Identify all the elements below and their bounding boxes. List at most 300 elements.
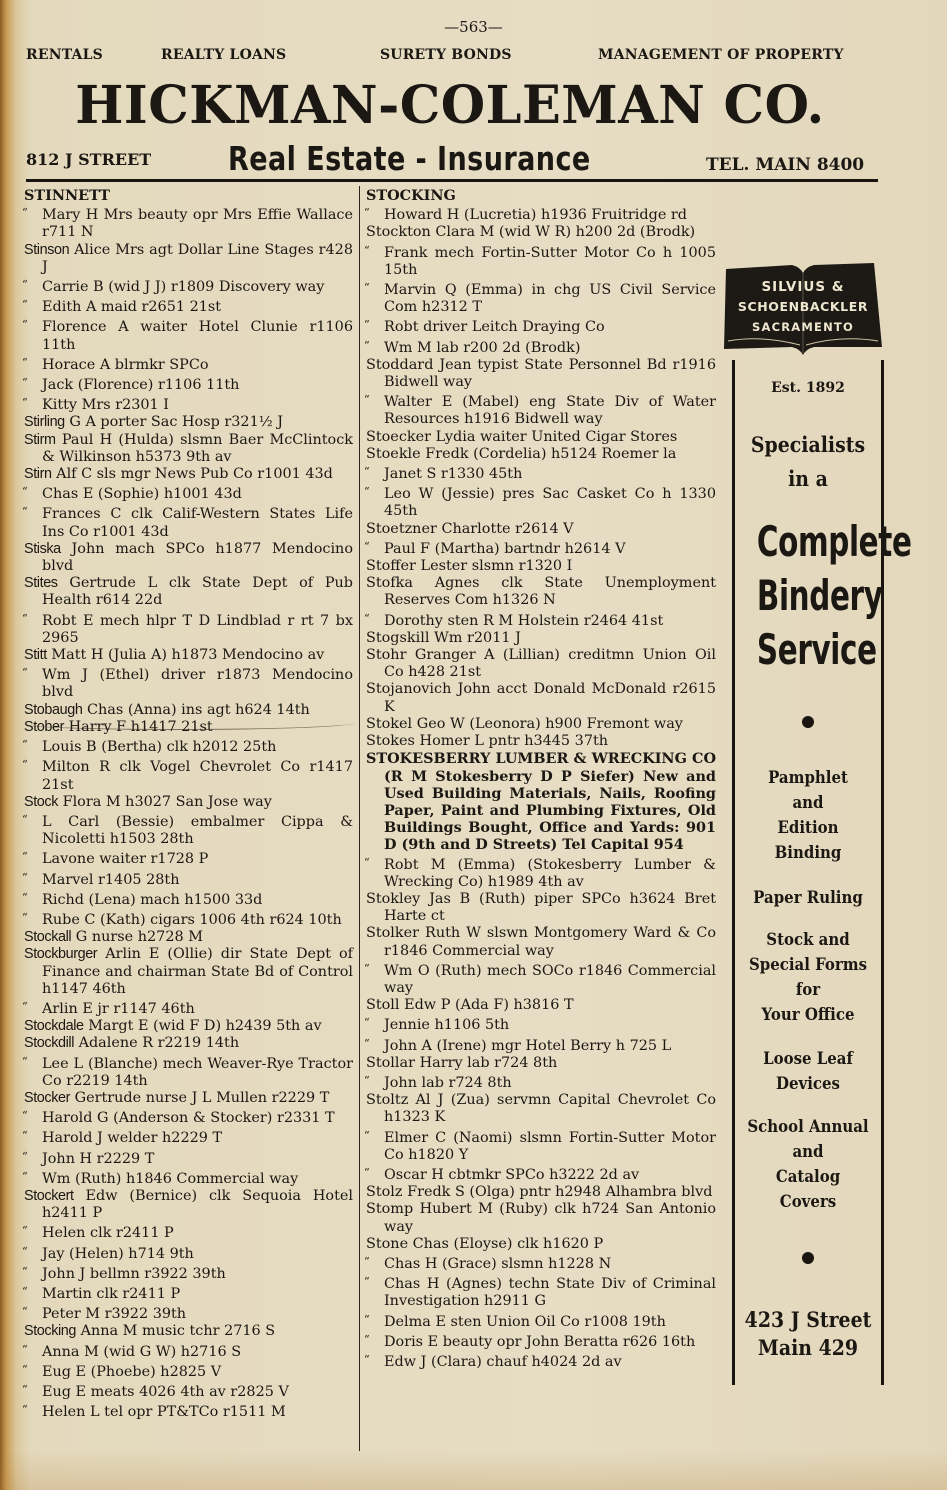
service-surety-bonds: SURETY BONDS: [380, 47, 512, 63]
ditto-mark: “: [22, 890, 28, 904]
headline-text: [756, 515, 912, 677]
entry-text: Paul F (Martha) bartndr h2614 V: [384, 540, 626, 557]
entry-surname: Stockburger: [24, 946, 98, 963]
ditto-mark: “: [364, 1036, 370, 1050]
entry-text: Wm r2011 J: [434, 629, 521, 646]
directory-entry: [24, 1107, 353, 1127]
company-tagline: Real Estate - Insurance: [228, 139, 591, 178]
directory-entry: [24, 1341, 353, 1361]
directory-entry: [24, 647, 353, 664]
company-name: HICKMAN-COLEMAN CO.: [75, 75, 825, 136]
entry-surname: Stirm: [24, 431, 56, 448]
entry-text: Lester slsmn r1320 I: [420, 558, 573, 575]
entry-surname: Stoetzner: [366, 520, 437, 537]
service-realty-loans: REALTY LOANS: [161, 47, 287, 63]
entry-surname: Stoekle: [366, 445, 421, 462]
entry-surname: Stockdill: [24, 1035, 74, 1052]
ditto-mark: “: [364, 465, 370, 479]
entry-text: Chas (Eloyse) clk h1620 P: [412, 1235, 604, 1252]
entry-text: Marvin Q (Emma) in chg US Civil Service Com h2312 T: [384, 282, 716, 316]
entry-text: Helen clk r2411 P: [42, 1225, 174, 1242]
ditto-mark: “: [22, 355, 28, 369]
entry-text: Hubert M (Ruby) clk h724 San Antonio way: [384, 1201, 717, 1235]
phone-line: Main 429: [757, 1335, 859, 1360]
headline-line-1: Complete: [756, 517, 912, 566]
directory-entry: [366, 279, 716, 316]
directory-entry: [24, 1090, 353, 1107]
directory-entry: [24, 1148, 353, 1168]
directory-entry: [366, 997, 716, 1014]
entry-surname: Stoltz: [366, 1092, 409, 1109]
ditto-mark: “: [364, 1353, 370, 1366]
ditto-mark: “: [364, 1016, 370, 1030]
directory-entry: [24, 316, 353, 353]
directory-entry: [24, 1263, 353, 1283]
ditto-mark: “: [364, 206, 370, 220]
entry-text: Rube C (Kath) cigars 1006 4th r624 10th: [42, 911, 342, 928]
item-line: Stock and: [766, 930, 850, 950]
ditto-mark: “: [364, 539, 370, 553]
ditto-mark: “: [364, 318, 370, 332]
directory-entry: [24, 848, 353, 868]
entry-text: Fredk S (Olga) pntr h2948 Alhambra blvd: [407, 1184, 713, 1201]
directory-entry: [366, 224, 716, 241]
ditto-mark: “: [22, 1129, 28, 1143]
directory-entry: [24, 869, 353, 889]
ditto-mark: “: [22, 376, 28, 390]
item-line: Binding: [774, 843, 842, 863]
entry-text: Wm M lab r200 2d (Brodk): [384, 339, 581, 356]
entry-text: Frances C clk Calif-Western States Life Ins Co r1001 43d: [42, 506, 353, 540]
directory-column-middle: [366, 187, 716, 1371]
entry-surname: Stoddard: [366, 356, 434, 373]
ditto-mark: “: [364, 1312, 370, 1326]
entry-surname: Stirling: [24, 414, 65, 431]
entry-surname: Stockall: [24, 929, 72, 946]
entry-surname: Stofka: [366, 575, 413, 592]
ditto-mark: “: [364, 393, 370, 407]
logo-line-2: SCHOENBACKLER: [737, 299, 869, 314]
entry-text: Edw P (Ada F) h3816 T: [404, 997, 574, 1014]
entry-text: Alice Mrs agt Dollar Line Stages r428 J: [42, 241, 353, 275]
directory-entry: [366, 1072, 716, 1092]
ditto-mark: “: [364, 485, 370, 499]
column-divider: [359, 186, 360, 1451]
entry-text: Harry lab r724 8th: [419, 1054, 558, 1071]
directory-entry: [366, 681, 716, 715]
directory-entry: [24, 483, 353, 503]
entry-text: Harold G (Anderson & Stocker) r2331 T: [42, 1110, 335, 1127]
entry-text: Milton R clk Vogel Chevrolet Co r1417 21st: [42, 759, 353, 793]
entry-text: Frank mech Fortin-Sutter Motor Co h 1005 15th: [384, 244, 716, 278]
entry-text: Kitty Mrs r2301 I: [42, 397, 169, 414]
entry-text: Wm J (Ethel) driver r1873 Mendocino blvd: [42, 667, 353, 701]
entry-text: Jennie h1106 5th: [384, 1017, 510, 1034]
directory-entry: [24, 1018, 353, 1035]
entry-text: Robt M (Emma) (Stokesberry Lumber & Wrecking Co) h1989 4th av: [384, 856, 716, 890]
entry-text: Harold J welder h2229 T: [42, 1130, 223, 1147]
entry-text: Chas H (Grace) slsmn h1228 N: [384, 1255, 612, 1272]
directory-entry: [366, 463, 716, 483]
directory-entry: [24, 466, 353, 483]
directory-entry: [366, 1055, 716, 1072]
directory-entry: [366, 716, 716, 733]
entry-text: Jas B (Ruth) piper SPCo h3624 Bret Harte ct: [384, 890, 717, 925]
directory-entry: [366, 337, 716, 357]
ditto-mark: “: [22, 812, 28, 826]
entry-surname: Stitt: [24, 647, 47, 664]
directory-entry: [24, 1361, 353, 1381]
directory-entry: [24, 276, 353, 296]
item-line: Loose Leaf: [763, 1049, 853, 1069]
entry-text: Louis B (Bertha) clk h2012 25th: [42, 739, 277, 756]
entry-text: Arlin E jr r1147 46th: [42, 1000, 195, 1017]
entry-text: Lee L (Blanche) mech Weaver-Rye Tractor Co r2219 14th: [42, 1055, 353, 1089]
ditto-mark: “: [22, 758, 28, 772]
entry-surname: Stoll: [366, 997, 400, 1014]
ditto-mark: “: [22, 1383, 28, 1396]
directory-entry: [366, 391, 716, 428]
bullet-icon: [802, 1252, 814, 1264]
entry-text: STINNETT: [24, 187, 111, 204]
directory-entry: [24, 414, 353, 431]
directory-entry: [366, 1253, 716, 1273]
ditto-mark: “: [364, 1128, 370, 1142]
ditto-mark: “: [364, 1275, 370, 1289]
entry-text: Edw (Bernice) clk Sequoia Hotel h2411 P: [42, 1187, 353, 1222]
entry-text: Chas E (Sophie) h1001 43d: [42, 486, 242, 503]
address-line: 423 J Street: [744, 1307, 872, 1332]
directory-entry: [24, 610, 353, 647]
services-banner: [26, 47, 881, 67]
entry-text: John A (Irene) mgr Hotel Berry h 725 L: [384, 1037, 672, 1054]
ditto-mark: “: [364, 611, 370, 625]
logo-line-1: SILVIUS &: [761, 279, 845, 295]
ditto-mark: “: [22, 1244, 28, 1258]
page-number: —563—: [444, 18, 503, 36]
bullet-icon: [802, 716, 814, 728]
ditto-mark: “: [22, 1109, 28, 1123]
entry-text: Gertrude nurse J L Mullen r2229 T: [74, 1089, 330, 1106]
entry-text: Howard H (Lucretia) h1936 Fruitridge rd: [384, 207, 688, 224]
specialists-line-2: in a: [788, 466, 828, 491]
item-line: for: [795, 980, 821, 1000]
directory-entry: [366, 1127, 716, 1164]
item-line: Paper Ruling: [753, 888, 863, 908]
directory-entry: [24, 503, 353, 540]
ditto-mark: “: [22, 999, 28, 1013]
entry-text: Matt H (Julia A) h1873 Mendocino av: [51, 647, 325, 664]
directory-entry: [24, 575, 353, 609]
entry-surname: Stock: [24, 793, 58, 810]
entry-surname: Stinson: [24, 241, 70, 258]
entry-text: John mach SPCo h1877 Mendocino blvd: [42, 540, 353, 575]
entry-surname: Stirn: [24, 466, 52, 483]
entry-text: Marvel r1405 28th: [42, 871, 180, 888]
entry-surname: Stogskill: [366, 629, 430, 646]
ditto-mark: “: [22, 396, 28, 410]
directory-entry: [366, 1331, 716, 1351]
entry-text: Anna M (wid G W) h2716 S: [42, 1343, 242, 1360]
directory-entry: [366, 1201, 716, 1235]
directory-entry: [24, 432, 353, 466]
directory-entry: [24, 664, 353, 701]
directory-entry: [366, 891, 716, 925]
directory-entry: [366, 357, 716, 391]
entry-surname: Stokley: [366, 890, 421, 907]
directory-entry: [366, 521, 716, 538]
directory-entry: [24, 811, 353, 848]
entry-text: Leo W (Jessie) pres Sac Casket Co h 1330 45th: [384, 486, 716, 520]
directory-entry: [366, 1184, 716, 1201]
header-rule: [26, 179, 878, 182]
directory-entry: [24, 1381, 353, 1401]
entry-text: Charlotte r2614 V: [441, 520, 574, 537]
directory-entry: [24, 756, 353, 793]
ditto-mark: “: [364, 1073, 370, 1087]
ditto-mark: “: [22, 850, 28, 864]
entry-text: Helen L tel opr PT&TCo r1511 M: [42, 1404, 286, 1421]
open-book-logo: [722, 255, 884, 355]
ditto-mark: “: [22, 1305, 28, 1319]
entry-text: Richd (Lena) mach h1500 33d: [42, 891, 263, 908]
logo-line-3: SACRAMENTO: [752, 320, 854, 334]
entry-surname: Stollar: [366, 1054, 415, 1071]
directory-entry: [366, 316, 716, 336]
item-line: School Annual: [747, 1117, 869, 1137]
ditto-mark: “: [22, 910, 28, 924]
directory-entry: [24, 1401, 353, 1421]
headline-line-2: Bindery: [756, 571, 883, 620]
entry-text: Robt E mech hlpr T D Lindblad r rt 7 bx 2965: [42, 612, 353, 646]
directory-entry: [366, 925, 716, 959]
service-rentals: RENTALS: [26, 47, 103, 63]
ditto-mark: “: [22, 611, 28, 625]
entry-surname: Stober: [24, 718, 64, 735]
service-pamphlet-binding: [744, 766, 872, 866]
entry-text: Granger A (Lillian) creditmn Union Oil Co h428 21st: [384, 647, 716, 681]
directory-entry: [24, 242, 353, 276]
entry-text: Margt E (wid F D) h2439 5th av: [88, 1018, 322, 1035]
entry-text: Wm (Ruth) h1846 Commercial way: [42, 1170, 299, 1187]
directory-entry: [24, 1127, 353, 1147]
entry-surname: Stolz: [366, 1184, 403, 1201]
ditto-mark: “: [364, 855, 370, 869]
entry-text: Delma E sten Union Oil Co r1008 19th: [384, 1313, 666, 1330]
ditto-mark: “: [364, 1165, 370, 1179]
directory-entry: [24, 1053, 353, 1090]
directory-entry: [366, 575, 716, 609]
entry-text: Florence A waiter Hotel Clunie r1106 11th: [42, 319, 353, 353]
entry-surname: Stites: [24, 575, 58, 592]
directory-entry: [24, 204, 353, 241]
ditto-mark: “: [22, 298, 28, 312]
entry-text: L Carl (Bessie) embalmer Cippa & Nicoletti h1503 28th: [42, 813, 353, 848]
item-line: Special Forms: [748, 955, 868, 975]
entry-surname: Stockdale: [24, 1018, 84, 1035]
entry-text: John J bellmn r3922 39th: [42, 1265, 226, 1282]
entry-text: Arlin E (Ollie) dir State Dept of Finance and chairman State Bd of Control h1147 46th: [42, 946, 353, 997]
entry-text: Gertrude L clk State Dept of Pub Health r614 22d: [42, 575, 353, 609]
surname-heading: [366, 187, 716, 204]
directory-entry: [366, 854, 716, 891]
ditto-mark: “: [22, 1342, 28, 1356]
entry-text: Oscar H cbtmkr SPCo h3222 2d av: [384, 1166, 640, 1183]
entry-text: Mary H Mrs beauty opr Mrs Effie Wallace r711 N: [42, 207, 353, 241]
directory-entry: [366, 1164, 716, 1184]
item-line: Devices: [776, 1074, 840, 1094]
entry-text: Flora M h3027 San Jose way: [62, 793, 272, 810]
entry-text: Chas H (Agnes) techn State Div of Criminal Investigation h2911 G: [384, 1276, 716, 1310]
ditto-mark: “: [22, 666, 28, 680]
directory-entry: [24, 296, 353, 316]
directory-entry: [24, 354, 353, 374]
ditto-mark: “: [22, 1362, 28, 1376]
directory-entry: [24, 541, 353, 575]
ditto-mark: “: [22, 505, 28, 519]
ditto-mark: “: [22, 1054, 28, 1068]
directory-entry: [366, 733, 716, 750]
directory-entry: [24, 736, 353, 756]
directory-entry: [366, 1014, 716, 1034]
entry-text: Wm O (Ruth) mech SOCo r1846 Commercial way: [384, 962, 716, 996]
entry-surname: Stokes: [366, 733, 415, 750]
specialists-text: [742, 428, 873, 496]
entry-text: Clara M (wid W R) h200 2d (Brodk): [435, 224, 696, 241]
entry-text: Martin clk r2411 P: [42, 1285, 181, 1302]
item-line: Covers: [779, 1192, 837, 1212]
directory-entry: [366, 1092, 716, 1126]
directory-entry: [24, 946, 353, 998]
directory-entry: [366, 204, 716, 224]
ditto-mark: “: [22, 870, 28, 884]
entry-text: Walter E (Mabel) eng State Div of Water Resources h1916 Bidwell way: [384, 394, 716, 428]
directory-entry: [24, 1243, 353, 1263]
entry-surname: Stockert: [24, 1187, 74, 1204]
entry-text: Paul H (Hulda) slsmn Baer McClintock & Wilkinson h5373 9th av: [42, 431, 353, 465]
entry-text: Chas (Anna) ins agt h624 14th: [87, 701, 310, 718]
directory-entry: [366, 558, 716, 575]
directory-entry: [24, 1222, 353, 1242]
entry-text: John H r2229 T: [42, 1150, 155, 1167]
entry-surname: Stolker: [366, 925, 420, 942]
established-year: Est. 1892: [771, 380, 845, 396]
surname-heading: [24, 187, 353, 204]
advertisement-box: [732, 360, 912, 1385]
entry-text: STOKESBERRY LUMBER & WRECKING CO (R M Stokesberry D P Siefer) New and Used Building Materials, Nails, Roofing Paper, Paint and Plumbing Fixtures, Old Buildings Bought, Office and Yards: 901 D (9th and D Streets) Tel Capital 954: [366, 750, 716, 854]
item-line: Pamphlet: [768, 768, 848, 788]
ditto-mark: “: [22, 1149, 28, 1163]
directory-entry: [24, 1188, 353, 1222]
entry-text: Doris E beauty opr John Beratta r626 16th: [384, 1333, 696, 1350]
service-stock-forms: [744, 928, 872, 1028]
entry-text: Jack (Florence) r1106 11th: [42, 377, 240, 394]
entry-text: Janet S r1330 45th: [384, 466, 523, 483]
advertiser-address: [742, 1306, 873, 1362]
service-school-annual: [744, 1115, 872, 1215]
entry-text: Ruth W slswn Montgomery Ward & Co r1846 Commercial way: [384, 925, 716, 959]
service-paper-ruling: [744, 886, 872, 911]
directory-entry: [366, 1351, 716, 1371]
ditto-mark: “: [22, 206, 28, 220]
directory-entry: [366, 1273, 716, 1310]
entry-text: Anna M music tchr 2716 S: [80, 1323, 276, 1340]
directory-entry: [366, 242, 716, 279]
service-management: MANAGEMENT OF PROPERTY: [598, 47, 844, 63]
directory-entry: [366, 647, 716, 681]
directory-entry: [366, 1311, 716, 1331]
ditto-mark: “: [22, 1403, 28, 1417]
directory-entry: [24, 929, 353, 946]
entry-text: Edith A maid r2651 21st: [42, 299, 222, 316]
entry-text: G A porter Sac Hosp r321½ J: [69, 414, 284, 431]
directory-entry: [366, 610, 716, 630]
ditto-mark: “: [22, 318, 28, 332]
entry-text: Horace A blrmkr SPCo: [42, 356, 209, 373]
item-line: Edition: [777, 818, 839, 838]
directory-entry: [24, 374, 353, 394]
company-telephone: TEL. MAIN 8400: [706, 155, 865, 175]
entry-surname: Stocker: [24, 1089, 70, 1106]
company-address: 812 J STREET: [26, 150, 152, 169]
item-line: Your Office: [761, 1005, 855, 1025]
entry-text: Edw J (Clara) chauf h4024 2d av: [384, 1354, 622, 1370]
directory-entry: [24, 394, 353, 414]
ditto-mark: “: [364, 338, 370, 352]
item-line: Catalog: [775, 1167, 841, 1187]
entry-surname: Stomp: [366, 1201, 414, 1218]
ditto-mark: “: [22, 1284, 28, 1298]
specialists-line-1: Specialists: [750, 432, 866, 457]
entry-text: Carrie B (wid J J) r1809 Discovery way: [42, 279, 325, 296]
entry-text: Jay (Helen) h714 9th: [42, 1245, 194, 1262]
ditto-mark: “: [22, 278, 28, 292]
headline-line-3: Service: [756, 625, 877, 674]
entry-text: Fredk (Cordelia) h5124 Roemer la: [425, 445, 677, 462]
ditto-mark: “: [22, 485, 28, 499]
directory-entry: [24, 794, 353, 811]
entry-text: Adalene R r2219 14th: [78, 1035, 240, 1052]
ditto-mark: “: [364, 243, 370, 257]
entry-text: STOCKING: [366, 187, 456, 204]
service-loose-leaf: [744, 1047, 872, 1097]
ditto-mark: “: [22, 738, 28, 752]
entry-surname: Stojanovich: [366, 681, 452, 698]
directory-entry: [366, 750, 716, 853]
entry-surname: Stoffer: [366, 558, 416, 575]
entry-text: Robt driver Leitch Draying Co: [384, 319, 605, 336]
entry-text: Lydia waiter United Cigar Stores: [435, 428, 678, 445]
directory-entry: [24, 889, 353, 909]
directory-entry: [24, 1168, 353, 1188]
entry-text: John acct Donald McDonald r2615 K: [384, 681, 716, 715]
directory-entry: [24, 998, 353, 1018]
directory-entry: [366, 429, 716, 446]
directory-entry: [24, 909, 353, 929]
item-line: and: [792, 793, 824, 813]
entry-surname: Stobaugh: [24, 701, 83, 718]
entry-surname: Stohr: [366, 647, 407, 664]
entry-text: Homer L pntr h3445 37th: [419, 733, 609, 750]
item-line: and: [792, 1142, 824, 1162]
ditto-mark: “: [364, 1332, 370, 1346]
directory-entry: [366, 960, 716, 997]
entry-text: Alf C sls mgr News Pub Co r1001 43d: [56, 466, 333, 483]
directory-entry: [24, 1035, 353, 1052]
entry-text: John lab r724 8th: [384, 1074, 512, 1091]
entry-text: Dorothy sten R M Holstein r2464 41st: [384, 612, 664, 629]
entry-text: Agnes clk State Unemployment Reserves Com h1326 N: [384, 575, 717, 609]
